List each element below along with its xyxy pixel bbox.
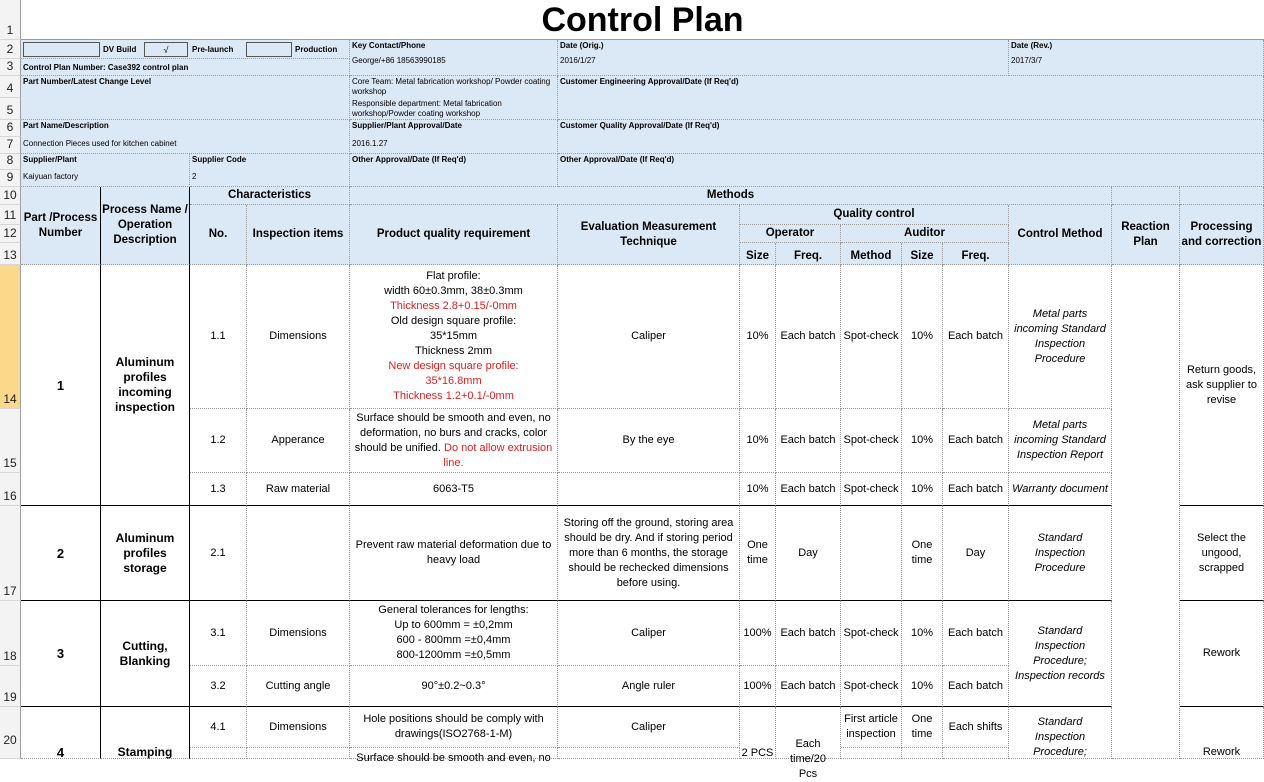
process-3-name[interactable]: Cutting, Blanking	[101, 601, 190, 707]
r11-size[interactable]: 10%	[740, 265, 776, 409]
pre-launch-label: Pre-launch	[192, 45, 234, 54]
row-header-6[interactable]: 6	[0, 120, 21, 137]
col-quality-control[interactable]: Quality control	[740, 205, 1009, 225]
r13-eval[interactable]	[558, 473, 740, 506]
date-orig-value: 2016/1/27	[560, 56, 596, 65]
r42-no[interactable]	[190, 748, 247, 759]
date-orig-label: Date (Orig.)	[560, 41, 604, 50]
reaction-plan-column[interactable]	[1112, 265, 1180, 759]
row-header-10[interactable]: 10	[0, 187, 21, 205]
pre-launch-checkbox[interactable]: √	[144, 42, 188, 57]
row-header-3[interactable]: 3	[0, 59, 21, 76]
r11-requirement[interactable]	[350, 265, 558, 409]
col-control-method[interactable]: Control Method	[1009, 205, 1112, 265]
r12-req-black: Surface should be smooth and even, no deformation, no burs and cracks, color should be unified.	[354, 411, 551, 454]
row-header-20[interactable]: 20	[0, 707, 21, 759]
process-3-control-method[interactable]: Standard Inspection Procedure; Inspection records	[1009, 601, 1112, 707]
r41-size[interactable]: 2 PCS	[740, 707, 776, 759]
process-2-number[interactable]: 2	[21, 506, 101, 601]
dv-build-label: DV Build	[103, 45, 137, 54]
col-no[interactable]: No.	[190, 205, 247, 265]
r21-eval[interactable]: Storing off the ground, storing area should be dry. And if storing period more than 6 months, the storage should be rechecked dimensions before using.	[558, 506, 740, 601]
r31-req-line-1: General tolerances for lengths:	[378, 604, 529, 616]
row-header-8[interactable]: 8	[0, 154, 21, 170]
col-auditor-freq[interactable]: Freq.	[943, 243, 1009, 265]
other-approval-1[interactable]: Other Approval/Date (If Req'd)	[350, 154, 558, 187]
r12-requirement[interactable]	[350, 409, 558, 473]
supplier-plant-approval-label: Supplier/Plant Approval/Date	[352, 121, 462, 130]
col-evaluation[interactable]: Evaluation Measurement Technique	[558, 205, 740, 265]
row-header-11[interactable]: 11	[0, 205, 21, 225]
r31-req-line-4: 800-1200mm =±0,5mm	[396, 649, 511, 661]
r21-no[interactable]: 2.1	[190, 506, 247, 601]
col-reaction-plan[interactable]: Reaction Plan	[1112, 205, 1180, 265]
key-contact-value: George/+86 18563990185	[352, 56, 446, 65]
process-4-name[interactable]: Stamping	[101, 707, 190, 759]
r32-freq[interactable]: Each batch	[776, 666, 841, 707]
col-process-name[interactable]: Process Name / Operation Description	[101, 187, 190, 265]
r41-auditor-size[interactable]: One time	[902, 707, 943, 748]
row-header-7[interactable]: 7	[0, 137, 21, 154]
row-header-1[interactable]: 1	[0, 0, 21, 40]
r32-no[interactable]: 3.2	[190, 666, 247, 707]
supplier-plant-approval-cell[interactable]	[350, 120, 558, 154]
col-auditor[interactable]: Auditor	[841, 225, 1009, 243]
r11-method[interactable]: Spot-check	[841, 265, 902, 409]
process-2-name[interactable]: Aluminum profiles storage	[101, 506, 190, 601]
r12-req-red: Do not allow extrusion line.	[443, 441, 553, 469]
r13-method[interactable]: Spot-check	[841, 473, 902, 506]
r31-eval[interactable]: Caliper	[558, 601, 740, 666]
r31-item[interactable]: Dimensions	[247, 601, 350, 666]
date-rev-value: 2017/3/7	[1011, 56, 1043, 65]
control-plan-number[interactable]: Control Plan Number: Case392 control plan	[21, 59, 350, 76]
r11-req-line-3: Thickness 2.8+0.15/-0mm	[390, 300, 517, 312]
r32-auditor-freq[interactable]: Each batch	[943, 666, 1009, 707]
col-operator-freq[interactable]: Freq.	[776, 243, 841, 265]
row-header-5[interactable]: 5	[0, 98, 21, 120]
process-4-control-method[interactable]: Standard Inspection Procedure;	[1009, 707, 1112, 759]
part-name-cell[interactable]	[21, 120, 350, 154]
production-checkbox[interactable]	[246, 42, 292, 57]
r12-method[interactable]: Spot-check	[841, 409, 902, 473]
part-name-label: Part Name/Description	[23, 121, 109, 130]
responsible-dept-text: Responsible department: Metal fabrication workshop/Powder coating workshop	[352, 99, 502, 118]
r21-size[interactable]: One time	[740, 506, 776, 601]
r41-auditor-freq[interactable]: Each shifts	[943, 707, 1009, 748]
r31-req-line-3: 600 - 800mm =±0,4mm	[396, 634, 511, 646]
r32-auditor-size[interactable]: 10%	[902, 666, 943, 707]
processing-top	[1180, 187, 1264, 205]
r42-auditor-size[interactable]	[902, 748, 943, 759]
r21-auditor-size[interactable]: One time	[902, 506, 943, 601]
reaction-plan-top	[1112, 187, 1180, 205]
core-team-text: Core Team: Metal fabrication workshop/ Powder coating workshop	[352, 77, 551, 96]
date-rev-label: Date (Rev.)	[1011, 41, 1053, 50]
r41-eval[interactable]: Caliper	[558, 707, 740, 748]
row-header-17[interactable]: 17	[0, 506, 21, 601]
r11-req-line-9: Thickness 1.2+0.1/-0mm	[393, 390, 514, 402]
row-header-13[interactable]: 13	[0, 243, 21, 265]
r11-auditor-size[interactable]: 10%	[902, 265, 943, 409]
r11-eval[interactable]: Caliper	[558, 265, 740, 409]
r41-requirement[interactable]: Hole positions should be comply with drawings(ISO2768-1-M)	[350, 707, 558, 748]
supplier-code-label: Supplier Code	[192, 155, 247, 164]
r31-req-line-2: Up to 600mm = ±0,2mm	[394, 619, 513, 631]
r13-auditor-size[interactable]: 10%	[902, 473, 943, 506]
supplier-plant-value: Kaiyuan factory	[23, 172, 79, 181]
col-processing[interactable]: Processing and correction	[1180, 205, 1264, 265]
r12-size[interactable]: 10%	[740, 409, 776, 473]
page-title: Control Plan	[21, 0, 1264, 40]
r13-no[interactable]: 1.3	[190, 473, 247, 506]
r11-req-line-8: 35*16.8mm	[425, 375, 482, 387]
supplier-plant-label: Supplier/Plant	[23, 155, 77, 164]
col-characteristics[interactable]: Characteristics	[190, 187, 350, 205]
r32-requirement[interactable]: 90°±0.2~0.3°	[350, 666, 558, 707]
r13-requirement[interactable]: 6063-T5	[350, 473, 558, 506]
r41-no[interactable]: 4.1	[190, 707, 247, 748]
process-1-number[interactable]: 1	[21, 265, 101, 506]
r11-auditor-freq[interactable]: Each batch	[943, 265, 1009, 409]
key-contact-cell[interactable]	[350, 40, 558, 76]
r13-auditor-freq[interactable]: Each batch	[943, 473, 1009, 506]
r41-freq[interactable]: Each time/20 Pcs	[776, 707, 841, 759]
r32-method[interactable]: Spot-check	[841, 666, 902, 707]
row-header-9[interactable]: 9	[0, 170, 21, 187]
r41-method[interactable]: First article inspection	[841, 707, 902, 748]
part-number-label[interactable]: Part Number/Latest Change Level	[21, 76, 350, 120]
r21-requirement[interactable]: Prevent raw material deformation due to heavy load	[350, 506, 558, 601]
row-header-16[interactable]: 16	[0, 473, 21, 506]
supplier-plant-approval-value: 2016.1.27	[352, 139, 388, 148]
r21-processing[interactable]: Select the ungood, scrapped	[1180, 506, 1264, 601]
col-operator[interactable]: Operator	[740, 225, 841, 243]
customer-quality-approval[interactable]: Customer Quality Approval/Date (If Req'd)	[558, 120, 1264, 154]
r13-size[interactable]: 10%	[740, 473, 776, 506]
r32-size[interactable]: 100%	[740, 666, 776, 707]
r11-item[interactable]: Dimensions	[247, 265, 350, 409]
r11-req-line-6: Thickness 2mm	[414, 345, 493, 357]
r12-auditor-freq[interactable]: Each batch	[943, 409, 1009, 473]
r42-requirement[interactable]: Surface should be smooth and even, no	[350, 748, 558, 759]
col-auditor-method[interactable]: Method	[841, 243, 902, 265]
col-methods[interactable]: Methods	[350, 187, 1112, 205]
row-header-18[interactable]: 18	[0, 601, 21, 666]
col-product-quality[interactable]: Product quality requirement	[350, 205, 558, 265]
r42-auditor-freq[interactable]	[943, 748, 1009, 759]
supplier-code-cell[interactable]	[190, 154, 350, 187]
r11-req-line-7: New design square profile:	[388, 360, 519, 372]
r11-freq[interactable]: Each batch	[776, 265, 841, 409]
r31-size[interactable]: 100%	[740, 601, 776, 666]
r13-freq[interactable]: Each batch	[776, 473, 841, 506]
production-label: Production	[295, 45, 338, 54]
r12-eval[interactable]: By the eye	[558, 409, 740, 473]
r13-control-method[interactable]: Warranty document	[1009, 473, 1112, 506]
r31-requirement[interactable]	[350, 601, 558, 666]
dv-build-checkbox[interactable]	[23, 42, 100, 57]
r12-auditor-size[interactable]: 10%	[902, 409, 943, 473]
r11-req-line-4: Old design square profile:	[390, 315, 517, 327]
key-contact-label: Key Contact/Phone	[352, 41, 426, 50]
r31-method[interactable]: Spot-check	[841, 601, 902, 666]
r21-freq[interactable]: Day	[776, 506, 841, 601]
col-auditor-size[interactable]: Size	[902, 243, 943, 265]
process-4-number[interactable]: 4	[21, 707, 101, 759]
r11-req-line-5: 35*15mm	[429, 330, 478, 342]
part-name-value: Connection Pieces used for kitchen cabinet	[23, 139, 177, 148]
r21-auditor-freq[interactable]: Day	[943, 506, 1009, 601]
customer-engineering-approval[interactable]: Customer Engineering Approval/Date (If Req'd)	[558, 76, 1264, 120]
supplier-plant-cell[interactable]	[21, 154, 190, 187]
process-4-processing[interactable]: Rework	[1180, 707, 1264, 759]
r13-item[interactable]: Raw material	[247, 473, 350, 506]
row-header-2[interactable]: 2	[0, 40, 21, 59]
r42-item[interactable]	[247, 748, 350, 759]
r12-control-method[interactable]: Metal parts incoming Standard Inspection Report	[1009, 409, 1112, 473]
col-inspection-items[interactable]: Inspection items	[247, 205, 350, 265]
process-3-processing[interactable]: Rework	[1180, 601, 1264, 707]
col-part-process-number[interactable]: Part /Process Number	[21, 187, 101, 265]
supplier-code-value: 2	[192, 172, 197, 181]
r41-item[interactable]: Dimensions	[247, 707, 350, 748]
r11-control-method[interactable]: Metal parts incoming Standard Inspection Procedure	[1009, 265, 1112, 409]
process-1-processing[interactable]: Return goods, ask supplier to revise	[1180, 265, 1264, 506]
process-3-number[interactable]: 3	[21, 601, 101, 707]
r31-auditor-size[interactable]: 10%	[902, 601, 943, 666]
r21-method[interactable]	[841, 506, 902, 601]
date-rev-cell[interactable]	[1009, 40, 1264, 76]
row-header-4[interactable]: 4	[0, 76, 21, 98]
row-header-14[interactable]: 14	[0, 265, 21, 409]
r12-freq[interactable]: Each batch	[776, 409, 841, 473]
r31-auditor-freq[interactable]: Each batch	[943, 601, 1009, 666]
r42-method[interactable]	[841, 748, 902, 759]
r31-freq[interactable]: Each batch	[776, 601, 841, 666]
col-operator-size[interactable]: Size	[740, 243, 776, 265]
row-header-12[interactable]: 12	[0, 225, 21, 243]
process-1-name[interactable]: Aluminum profiles incoming inspection	[101, 265, 190, 506]
r21-control-method[interactable]: Standard Inspection Procedure	[1009, 506, 1112, 601]
r11-req-line-1: Flat profile:	[426, 270, 481, 282]
r21-item[interactable]	[247, 506, 350, 601]
row-header-15[interactable]: 15	[0, 409, 21, 473]
r12-no[interactable]: 1.2	[190, 409, 247, 473]
core-team-cell[interactable]	[350, 76, 558, 120]
r12-item[interactable]: Apperance	[247, 409, 350, 473]
row-header-19[interactable]: 19	[0, 666, 21, 707]
r32-item[interactable]: Cutting angle	[247, 666, 350, 707]
r11-req-line-2: width 60±0.3mm, 38±0.3mm	[384, 285, 523, 297]
date-orig-cell[interactable]	[558, 40, 1009, 76]
r32-eval[interactable]: Angle ruler	[558, 666, 740, 707]
r31-no[interactable]: 3.1	[190, 601, 247, 666]
r11-no[interactable]: 1.1	[190, 265, 247, 409]
r42-eval[interactable]	[558, 748, 740, 759]
other-approval-2[interactable]: Other Approval/Date (If Req'd)	[558, 154, 1264, 187]
